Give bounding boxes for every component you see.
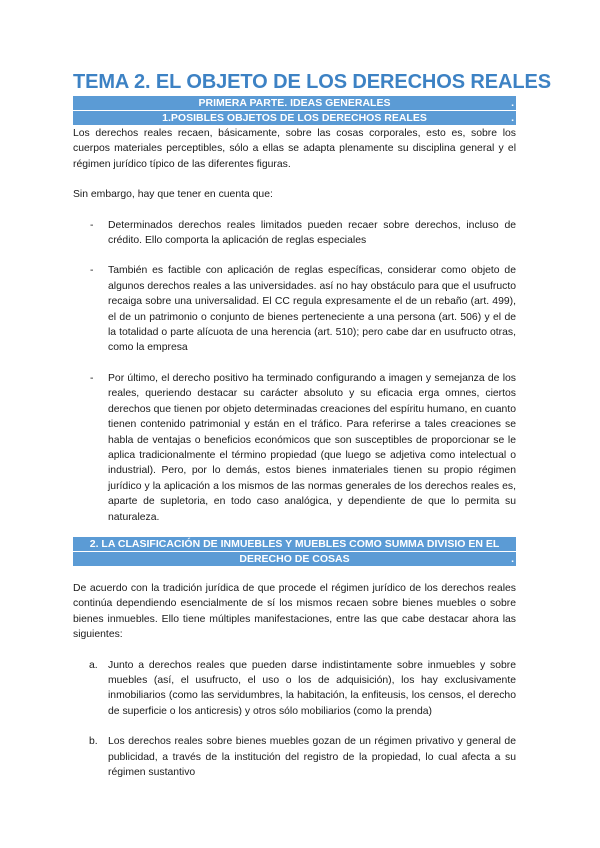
dash-marker: - bbox=[90, 372, 94, 384]
bar-dot: . bbox=[511, 552, 514, 565]
section1-heading: 1.POSIBLES OBJETOS DE LOS DERECHOS REALES bbox=[162, 112, 427, 124]
section2-heading-bar-line2 bbox=[73, 552, 516, 566]
dash-list bbox=[73, 218, 516, 525]
section2-heading-line1: 2. LA CLASIFICACIÓN DE INMUEBLES Y MUEBLES COMO SUMMA DIVISIO EN EL bbox=[89, 537, 500, 550]
list-item bbox=[73, 263, 516, 355]
list-item-text: Determinados derechos reales limitados pueden recaer sobre derechos, incluso de crédito. Ello comporta la aplicación de reglas especiales bbox=[108, 219, 516, 247]
dash-marker: - bbox=[90, 219, 94, 231]
list-item-text: Los derechos reales sobre bienes muebles gozan de un régimen privativo y general de publicidad, a través de la institución del registro de la propiedad, lo cual afecta a su régimen sustantivo bbox=[108, 736, 516, 778]
alpha-marker: a. bbox=[89, 659, 98, 671]
list-item bbox=[73, 734, 516, 780]
section2-heading-line2: DERECHO DE COSAS bbox=[239, 552, 350, 565]
intro-paragraph: Los derechos reales recaen, básicamente, sobre las cosas corporales, esto es, sobre los cuerpos materiales perceptibles, sólo a ellas se adapta plenamente su disciplina general y el régimen jurídico típico de las diferentes figuras. bbox=[73, 128, 516, 170]
dash-marker: - bbox=[90, 265, 94, 277]
list-item-text: Junto a derechos reales que pueden darse indistintamente sobre inmuebles y sobre muebles (así, el usufructo, el uso o los de adquisición), los hay exclusivamente inmobiliarios (como las servidumbres, la habitación, la enfiteusis, los censos, el derecho de superficie o los anticresis) y otros sólo mobiliarios (como la prenda) bbox=[108, 659, 516, 717]
list-item-text: Por último, el derecho positivo ha terminado configurando a imagen y semejanza de los reales, queriendo destacar su carácter absoluto y su eficacia erga omnes, ciertos derechos que tienen por objeto determinadas creaciones del espíritu humano, en cuanto tienen contenido patrimonial y están en el tráfico. Para referirse a tales creaciones se habla de ventajas o beneficios económicos que son susceptibles de proporcionar se le aplica tradicionalmente el término propiedad (que luego se adjetiva como intelectual o industrial). Pero, por lo demás, estos bienes inmateriales tienen su propio régimen jurídico y la aplicación a los mismos de las normas generales de los derechos reales es, aparte de supletoria, en todo caso analógica, y dependiente de que lo permita su naturaleza. bbox=[108, 372, 516, 523]
section1-heading-bar bbox=[73, 111, 516, 125]
bar-dot: . bbox=[511, 112, 514, 124]
bar-dot: . bbox=[511, 97, 514, 109]
document-page bbox=[73, 70, 551, 795]
list-item bbox=[73, 371, 516, 525]
sin-embargo-paragraph: Sin embargo, hay que tener en cuenta que: bbox=[73, 189, 273, 201]
alpha-marker: b. bbox=[89, 736, 98, 748]
alpha-list bbox=[73, 658, 516, 781]
section2-heading-bar-line1 bbox=[73, 537, 516, 551]
part-heading-bar bbox=[73, 96, 516, 110]
list-item bbox=[73, 218, 516, 249]
list-item bbox=[73, 658, 516, 720]
part-heading: PRIMERA PARTE. IDEAS GENERALES bbox=[198, 97, 391, 109]
section2-paragraph: De acuerdo con la tradición jurídica de que procede el régimen jurídico de los derechos reales continúa dependiendo esencialmente de sí los mismos recaen sobre bienes muebles o sobre bienes inmuebles. Ello tiene múltiples manifestaciones, entre las que cabe destacar ahora las siguientes: bbox=[73, 582, 516, 641]
document-title: TEMA 2. EL OBJETO DE LOS DERECHOS REALES bbox=[73, 71, 551, 93]
list-item-text: También es factible con aplicación de reglas específicas, considerar como objeto de algunos derechos reales a las universidades. así no hay obstáculo para que el usufructo recaiga sobre una universalidad. El CC regula expresamente el de un rebaño (art. 499), el de un patrimonio o conjunto de bienes perteneciente a una persona (art. 506) y el de la totalidad o parte alícuota de una herencia (art. 510); pero cabe dar en usufructo otras, como la empresa bbox=[108, 265, 516, 354]
